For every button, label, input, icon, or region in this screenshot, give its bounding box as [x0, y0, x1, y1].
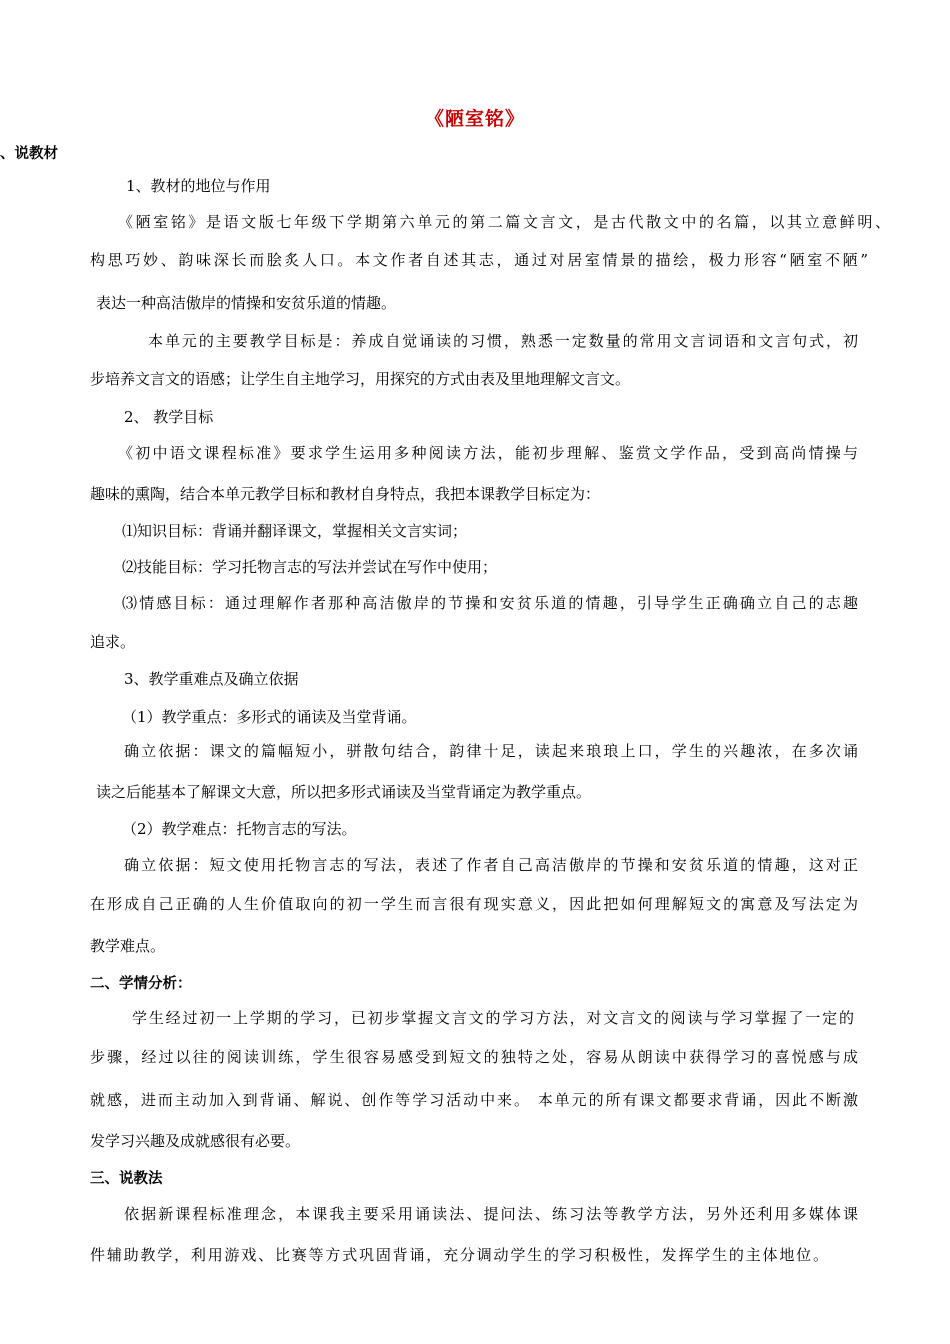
- paragraph-line: （2）教学难点：托物言志的写法。: [122, 820, 357, 838]
- paragraph-line: 2、 教学目标: [124, 408, 214, 426]
- section-heading-learner-analysis: 二、学情分析：: [90, 976, 192, 992]
- paragraph-line: ⑶情感目标：通过理解作者那种高洁傲岸的节操和安贫乐道的情趣，引导学生正确确立自己的志趣: [122, 594, 858, 612]
- paragraph-line: 确立依据：短文使用托物言志的写法，表述了作者自己高洁傲岸的节操和安贫乐道的情趣，这对正: [124, 856, 858, 874]
- section-heading-textbook: 、说教材: [0, 146, 58, 162]
- paragraph-line: 读之后能基本了解课文大意，所以把多形式诵读及当堂背诵定为教学重点。: [96, 783, 592, 801]
- paragraph-line: ⑴知识目标：背诵并翻译课文，掌握相关文言实词；: [122, 522, 468, 540]
- paragraph-line: 1、教材的地位与作用: [126, 177, 271, 195]
- paragraph-line: 步骤，经过以往的阅读训练，学生很容易感受到短文的独特之处，容易从朗读中获得学习的喜悦感与成: [90, 1048, 858, 1066]
- paragraph-line: 《陋室铭》是语文版七年级下学期第六单元的第二篇文言文，是古代散文中的名篇，以其立意鲜明、: [118, 213, 890, 231]
- section-heading-teaching-methods: 三、说教法: [90, 1171, 163, 1187]
- paragraph-line: 确立依据：课文的篇幅短小，骈散句结合，韵律十足，读起来琅琅上口，学生的兴趣浓，在多次诵: [124, 742, 858, 760]
- paragraph-line: 《初中语文课程标准》要求学生运用多种阅读方法，能初步理解、鉴赏文学作品，受到高尚情操与: [118, 444, 858, 462]
- paragraph-line: 步培养文言文的语感；让学生自主地学习，用探究的方式由表及里地理解文言文。: [90, 370, 631, 388]
- paragraph-line: 3、教学重难点及确立依据: [124, 670, 299, 688]
- paragraph-line: 发学习兴趣及成就感很有必要。: [90, 1132, 301, 1150]
- document-title: 《陋室铭》: [424, 108, 525, 130]
- paragraph-line: 追求。: [90, 633, 136, 651]
- paragraph-line: 趣味的熏陶，结合本单元教学目标和教材自身特点，我把本课教学目标定为：: [90, 485, 601, 503]
- paragraph-line: 学生经过初一上学期的学习，已初步掌握文言文的学习方法，对文言文的阅读与学习掌握了一定的: [132, 1009, 854, 1027]
- paragraph-line: 表达一种高洁傲岸的情操和安贫乐道的情趣。: [96, 294, 397, 312]
- paragraph-line: 本单元的主要教学目标是：养成自觉诵读的习惯，熟悉一定数量的常用文言词语和文言句式，初: [148, 332, 858, 350]
- paragraph-line: 依据新课程标准理念，本课我主要采用诵读法、提问法、练习法等教学方法，另外还利用多媒体课: [124, 1205, 858, 1223]
- paragraph-line: 教学难点。: [90, 937, 166, 955]
- paragraph-line: 构思巧妙、韵味深长而脍炙人口。本文作者自述其志，通过对居室情景的描绘，极力形容“陋室不陋”: [90, 251, 868, 269]
- paragraph-line: 件辅助教学，利用游戏、比赛等方式巩固背诵，充分调动学生的学习积极性，发挥学生的主体地位。: [90, 1246, 828, 1264]
- paragraph-line: （1）教学重点：多形式的诵读及当堂背诵。: [122, 708, 417, 726]
- paragraph-line: ⑵技能目标：学习托物言志的写法并尝试在写作中使用；: [122, 558, 498, 576]
- paragraph-line: 就感，进而主动加入到背诵、解说、创作等学习活动中来。 本单元的所有课文都要求背诵，因此不断激: [90, 1091, 858, 1109]
- paragraph-line: 在形成自己正确的人生价值取向的初一学生而言很有现实意义，因此把如何理解短文的寓意及写法定为: [90, 895, 858, 913]
